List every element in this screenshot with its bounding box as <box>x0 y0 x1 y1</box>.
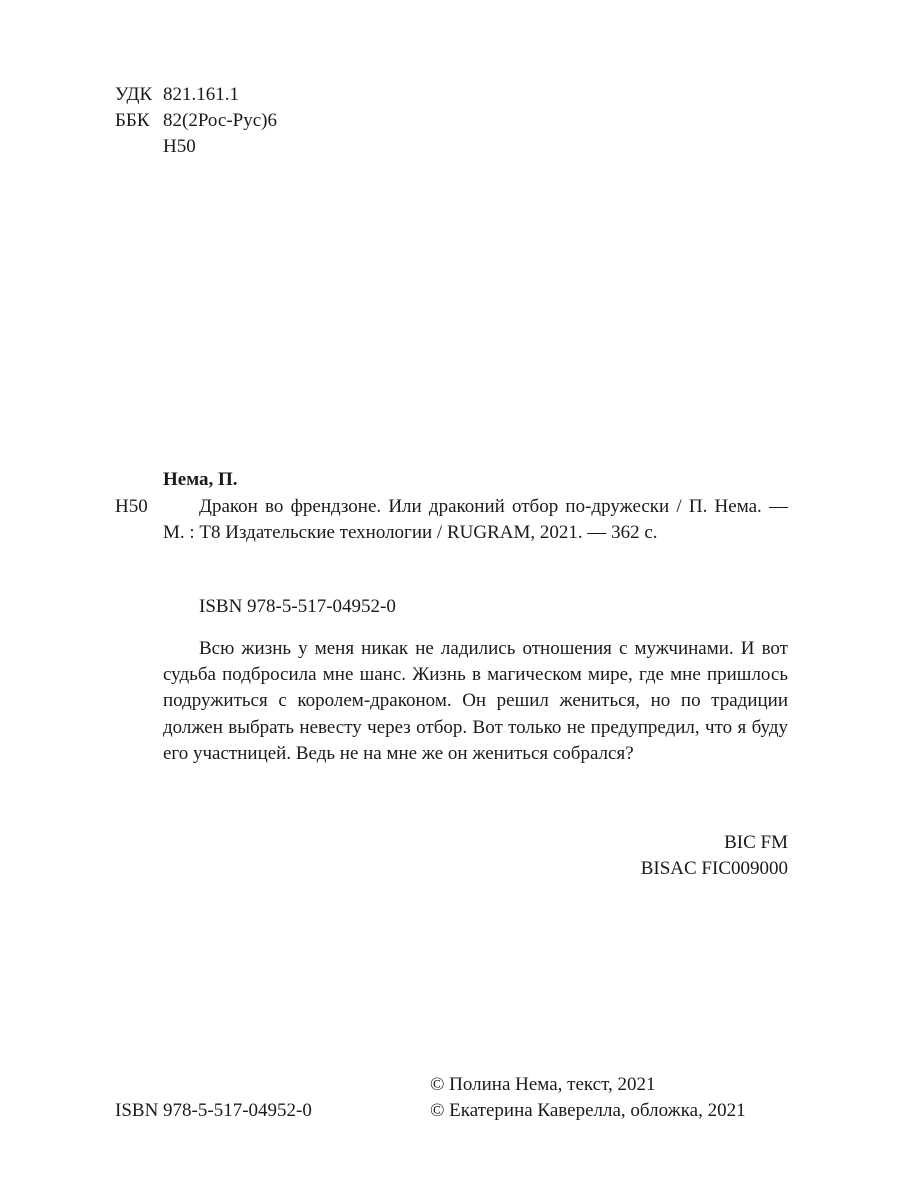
bic-code: BIC FM <box>724 832 788 853</box>
udk-label: УДК <box>115 84 153 105</box>
annotation-paragraph: Всю жизнь у меня никак не ладились отношения с мужчинами. И вот судьба подбросила мне шанс. Жизнь в магическом мире, где мне пришлось подружиться с королем-драконом. Он решил жениться, но по традиции должен выбрать невесту через отбор. Вот только не предупредил, что я буду его участницей. Ведь не на мне же он жениться собрался? <box>163 638 788 764</box>
bibliographic-description: Дракон во френдзоне. Или драконий отбор по-дружески / П. Нема. — М. : Т8 Издательские технологии / RUGRAM, 2021. — 362 с. <box>163 496 788 543</box>
udk-value: 821.161.1 <box>163 84 239 105</box>
copyright-cover: © Екатерина Каверелла, обложка, 2021 <box>430 1100 746 1121</box>
isbn-record: ISBN 978-5-517-04952-0 <box>199 596 396 617</box>
udk-row <box>115 82 239 108</box>
cutter-row <box>115 134 196 160</box>
author-heading: Нема, П. <box>163 469 238 490</box>
bisac-code: BISAC FIC009000 <box>640 858 788 879</box>
bbk-value: 82(2Рос-Рус)6 <box>163 110 277 131</box>
cutter-code: Н50 <box>163 136 196 157</box>
bbk-label: ББК <box>115 110 150 131</box>
copyright-text: © Полина Нема, текст, 2021 <box>430 1074 656 1095</box>
cutter-mark: Н50 <box>115 496 148 517</box>
isbn-footer: ISBN 978-5-517-04952-0 <box>115 1100 312 1121</box>
bbk-row <box>115 108 277 134</box>
